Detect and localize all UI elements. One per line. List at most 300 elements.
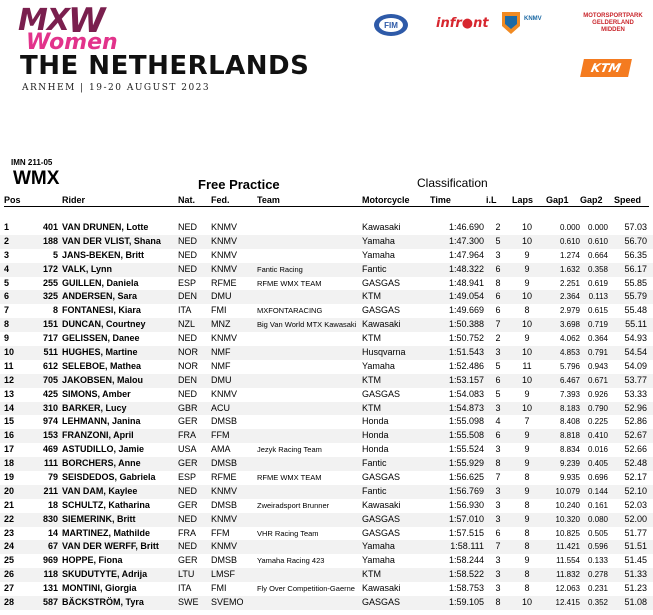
gap-first-cell: 12.063 — [555, 584, 580, 594]
mxw-women-logo: MX W Women — [18, 1, 118, 55]
results-table — [0, 221, 653, 610]
lap-time-cell: 1:50.752 — [448, 333, 484, 344]
speed-cell: 52.17 — [624, 472, 647, 483]
laps-cell: 8 — [524, 499, 530, 510]
rider-name-cell: JAKOBSEN, Malou — [62, 374, 144, 385]
nationality-cell: GER — [178, 499, 198, 510]
gap-first-cell: 0.610 — [559, 236, 580, 246]
session-type: Classification — [417, 176, 488, 190]
rider-name-cell: MARTINEZ, Mathilde — [62, 527, 150, 538]
motorcycle-cell: Fantic — [362, 263, 387, 274]
position-cell: 4 — [4, 263, 10, 274]
position-cell: 16 — [4, 430, 15, 441]
session-name: Free Practice — [198, 177, 280, 192]
position-cell: 18 — [4, 458, 15, 469]
gap-first-cell: 2.979 — [559, 306, 580, 316]
table-row — [0, 388, 653, 402]
best-lap-index-cell: 8 — [495, 277, 501, 288]
best-lap-index-cell: 7 — [495, 472, 501, 483]
rider-number-cell: 587 — [42, 597, 58, 608]
position-cell: 8 — [4, 319, 10, 330]
lap-time-cell: 1:59.105 — [448, 597, 484, 608]
laps-cell: 9 — [524, 485, 530, 496]
position-cell: 1 — [4, 222, 10, 232]
svg-text:FIM: FIM — [384, 21, 398, 30]
header-team: Team — [257, 195, 280, 205]
table-row — [0, 346, 653, 360]
gap-first-cell: 10.320 — [555, 514, 580, 524]
rider-number-cell: 974 — [42, 416, 58, 427]
header-pos: Pos — [4, 195, 21, 205]
motorcycle-cell: GASGAS — [362, 472, 401, 483]
header-divider — [4, 206, 649, 207]
laps-cell: 10 — [521, 319, 532, 330]
speed-cell: 53.77 — [624, 374, 647, 385]
table-row — [0, 568, 653, 582]
laps-cell: 7 — [524, 416, 530, 427]
best-lap-index-cell: 3 — [495, 555, 501, 566]
table-row — [0, 540, 653, 554]
gap-first-cell: 8.183 — [559, 403, 580, 413]
gap-first-cell: 7.393 — [559, 389, 580, 399]
gap-first-cell: 10.825 — [555, 528, 580, 538]
gap-previous-cell: 0.943 — [587, 361, 608, 371]
fim-logo — [371, 12, 411, 38]
speed-cell: 52.03 — [624, 499, 647, 510]
lap-time-cell: 1:53.157 — [448, 374, 484, 385]
position-cell: 11 — [4, 360, 14, 371]
rider-number-cell: 717 — [42, 333, 58, 344]
motorcycle-cell: Kawasaki — [362, 499, 401, 510]
motorcycle-cell: Fantic — [362, 458, 387, 469]
nationality-cell: DEN — [178, 291, 198, 302]
position-cell: 7 — [4, 305, 10, 316]
gap-previous-cell: 0.791 — [587, 348, 608, 358]
gap-previous-cell: 0.719 — [587, 320, 608, 330]
motorcycle-cell: GASGAS — [362, 597, 401, 608]
rider-number-cell: 401 — [42, 222, 58, 232]
motorcycle-cell: Fantic — [362, 485, 387, 496]
lap-time-cell: 1:56.625 — [448, 472, 484, 483]
best-lap-index-cell: 5 — [495, 235, 501, 246]
best-lap-index-cell: 5 — [495, 388, 501, 399]
class-name: WMX — [13, 168, 60, 189]
federation-cell: ACU — [211, 402, 231, 413]
laps-cell: 8 — [524, 305, 530, 316]
motorcycle-cell: GASGAS — [362, 527, 401, 538]
best-lap-index-cell: 3 — [495, 513, 501, 524]
rider-name-cell: GUILLEN, Daniela — [62, 277, 139, 288]
laps-cell: 10 — [521, 235, 532, 246]
best-lap-index-cell: 3 — [495, 402, 501, 413]
motorcycle-cell: Yamaha — [362, 541, 395, 552]
motorcycle-cell: KTM — [362, 402, 381, 413]
rider-number-cell: 79 — [47, 472, 58, 483]
position-cell: 13 — [4, 388, 15, 399]
best-lap-index-cell: 5 — [495, 360, 501, 371]
nationality-cell: NED — [178, 485, 198, 496]
nationality-cell: ESP — [178, 277, 197, 288]
header-nat: Nat. — [178, 195, 196, 205]
best-lap-index-cell: 6 — [495, 430, 501, 441]
gap-first-cell: 9.239 — [559, 459, 580, 469]
gap-previous-cell: 0.410 — [587, 431, 608, 441]
best-lap-index-cell: 3 — [495, 249, 501, 260]
rider-name-cell: SKUDUTYTE, Adrija — [62, 569, 148, 580]
nationality-cell: ESP — [178, 472, 197, 483]
rider-name-cell: BORCHERS, Anne — [62, 458, 141, 469]
infront-logo: infr●nt — [436, 16, 489, 31]
federation-cell: AMA — [211, 444, 231, 455]
motorcycle-cell: GASGAS — [362, 513, 401, 524]
position-cell: 14 — [4, 402, 15, 413]
lap-time-cell: 1:54.083 — [448, 388, 484, 399]
nationality-cell: GBR — [178, 402, 198, 413]
rider-number-cell: 5 — [52, 249, 58, 260]
gap-previous-cell: 0.161 — [587, 500, 608, 510]
table-row — [0, 263, 653, 277]
gap-previous-cell: 0.000 — [587, 223, 608, 232]
table-row — [0, 471, 653, 485]
lap-time-cell: 1:48.322 — [448, 263, 484, 274]
rider-name-cell: VALK, Lynn — [62, 263, 112, 274]
lap-time-cell: 1:56.930 — [448, 499, 484, 510]
motorcycle-cell: KTM — [362, 333, 381, 344]
federation-cell: MNZ — [211, 319, 231, 330]
gap-first-cell: 11.554 — [556, 556, 580, 566]
nationality-cell: NED — [178, 541, 198, 552]
rider-number-cell: 8 — [52, 305, 58, 316]
speed-cell: 54.93 — [624, 333, 647, 344]
rider-number-cell: 705 — [42, 374, 58, 385]
federation-cell: KNMV — [211, 388, 238, 399]
motorcycle-cell: Kawasaki — [362, 583, 401, 594]
table-row — [0, 290, 653, 304]
best-lap-index-cell: 6 — [495, 305, 501, 316]
lap-time-cell: 1:54.873 — [448, 402, 484, 413]
rider-name-cell: BARKER, Lucy — [62, 402, 127, 413]
position-cell: 17 — [4, 444, 15, 455]
speed-cell: 52.66 — [624, 444, 647, 455]
federation-cell: DMSB — [211, 416, 238, 427]
laps-cell: 9 — [524, 263, 530, 274]
team-name-cell: RFME WMX TEAM — [257, 278, 322, 288]
motorcycle-cell: KTM — [362, 291, 381, 302]
table-row — [0, 499, 653, 513]
laps-cell: 10 — [521, 597, 532, 608]
speed-cell: 55.79 — [624, 291, 647, 302]
gap-first-cell: 10.240 — [555, 500, 580, 510]
gap-previous-cell: 0.080 — [587, 514, 608, 524]
lap-time-cell: 1:57.515 — [448, 527, 484, 538]
laps-cell: 11 — [522, 360, 532, 371]
motorcycle-cell: Yamaha — [362, 360, 395, 371]
laps-cell: 8 — [524, 541, 530, 552]
rider-number-cell: 425 — [42, 388, 58, 399]
motorcycle-cell: Husqvarna — [362, 347, 406, 358]
rider-name-cell: SCHULTZ, Katharina — [62, 499, 150, 510]
best-lap-index-cell: 3 — [495, 583, 501, 594]
team-name-cell: Big Van World MTX Kawasaki — [257, 320, 357, 330]
federation-cell: DMU — [211, 291, 232, 302]
laps-cell: 9 — [524, 430, 530, 441]
gap-first-cell: 11.421 — [556, 542, 580, 552]
best-lap-index-cell: 3 — [495, 499, 501, 510]
federation-cell: NMF — [211, 347, 231, 358]
table-row — [0, 374, 653, 388]
best-lap-index-cell: 7 — [495, 319, 501, 330]
gap-previous-cell: 0.113 — [588, 292, 608, 302]
speed-cell: 54.09 — [624, 360, 647, 371]
laps-cell: 8 — [524, 527, 530, 538]
nationality-cell: NED — [178, 263, 198, 274]
rider-name-cell: GELISSEN, Danee — [62, 333, 140, 344]
laps-cell: 10 — [521, 374, 532, 385]
laps-cell: 10 — [521, 222, 532, 232]
position-cell: 28 — [4, 597, 15, 608]
position-cell: 21 — [4, 499, 15, 510]
knmv-text: KNMV — [524, 16, 542, 22]
table-row — [0, 318, 653, 332]
best-lap-index-cell: 2 — [495, 222, 501, 232]
table-row — [0, 332, 653, 346]
federation-cell: RFME — [211, 277, 237, 288]
laps-cell: 9 — [524, 555, 530, 566]
position-cell: 6 — [4, 291, 10, 302]
gap-first-cell: 6.467 — [559, 375, 580, 385]
table-row — [0, 221, 653, 235]
nationality-cell: ITA — [178, 305, 192, 316]
rider-number-cell: 111 — [43, 458, 58, 469]
laps-cell: 9 — [524, 333, 530, 344]
best-lap-index-cell: 3 — [495, 485, 501, 496]
position-cell: 12 — [4, 374, 15, 385]
best-lap-index-cell: 8 — [495, 597, 501, 608]
position-cell: 15 — [4, 416, 15, 427]
lap-time-cell: 1:52.486 — [448, 360, 484, 371]
nationality-cell: NZL — [178, 319, 196, 330]
rider-name-cell: FONTANESI, Kiara — [62, 305, 141, 316]
position-cell: 26 — [4, 569, 15, 580]
rider-number-cell: 211 — [43, 485, 58, 496]
speed-cell: 51.45 — [624, 555, 647, 566]
motorsportpark-logo: MOTORSPORTPARK GELDERLAND MIDDEN — [583, 13, 643, 33]
nationality-cell: NOR — [178, 360, 198, 371]
federation-cell: KNMV — [211, 513, 238, 524]
position-cell: 10 — [4, 347, 15, 358]
session-code: IMN 211-05 — [11, 158, 53, 167]
nationality-cell: NED — [178, 222, 198, 232]
team-name-cell: MXFONTARACING — [257, 306, 323, 316]
gap-previous-cell: 0.405 — [587, 459, 608, 469]
federation-cell: KNMV — [211, 222, 238, 232]
gap-first-cell: 10.079 — [555, 486, 580, 496]
rider-number-cell: 612 — [42, 360, 58, 371]
rider-name-cell: SEISDEDOS, Gabriela — [62, 472, 156, 483]
gap-first-cell: 1.274 — [559, 250, 580, 260]
speed-cell: 51.77 — [624, 527, 647, 538]
lap-time-cell: 1:55.098 — [448, 416, 484, 427]
motorcycle-cell: Honda — [362, 444, 389, 455]
table-row — [0, 429, 653, 443]
lap-time-cell: 1:49.669 — [448, 305, 484, 316]
rider-number-cell: 830 — [42, 513, 58, 524]
gap-previous-cell: 0.231 — [587, 584, 608, 594]
nationality-cell: NED — [178, 513, 198, 524]
speed-cell: 56.17 — [624, 263, 647, 274]
federation-cell: KNMV — [211, 485, 238, 496]
position-cell: 3 — [4, 249, 10, 260]
gap-first-cell: 12.415 — [555, 598, 580, 608]
team-name-cell: Fantic Racing — [257, 264, 303, 274]
federation-cell: KNMV — [211, 333, 238, 344]
rider-name-cell: VAN DRUNEN, Lotte — [62, 222, 149, 232]
table-row — [0, 443, 653, 457]
rider-name-cell: SELEBOE, Mathea — [62, 360, 142, 371]
table-row — [0, 249, 653, 263]
rider-number-cell: 511 — [43, 347, 58, 358]
gap-previous-cell: 0.225 — [587, 417, 608, 427]
gap-first-cell: 8.834 — [559, 445, 580, 455]
lap-time-cell: 1:55.929 — [448, 458, 484, 469]
nationality-cell: GER — [178, 416, 198, 427]
best-lap-index-cell: 3 — [495, 444, 501, 455]
laps-cell: 9 — [524, 388, 530, 399]
gap-previous-cell: 0.615 — [587, 306, 608, 316]
gap-previous-cell: 0.790 — [587, 403, 608, 413]
nationality-cell: NOR — [178, 347, 198, 358]
speed-cell: 52.00 — [624, 513, 647, 524]
speed-cell: 52.86 — [624, 416, 647, 427]
rider-name-cell: ANDERSEN, Sara — [62, 291, 138, 302]
lap-time-cell: 1:58.522 — [448, 569, 484, 580]
table-row — [0, 554, 653, 568]
table-row — [0, 596, 653, 610]
nationality-cell: ITA — [178, 583, 192, 594]
nationality-cell: GER — [178, 555, 198, 566]
rider-number-cell: 325 — [42, 291, 58, 302]
federation-cell: RFME — [211, 472, 237, 483]
federation-cell: FMI — [211, 305, 227, 316]
lap-time-cell: 1:51.543 — [448, 347, 484, 358]
nationality-cell: GER — [178, 458, 198, 469]
best-lap-index-cell: 6 — [495, 527, 501, 538]
ktm-logo: KTM — [580, 59, 632, 77]
gap-previous-cell: 0.926 — [587, 389, 608, 399]
position-cell: 24 — [4, 541, 15, 552]
best-lap-index-cell: 7 — [495, 541, 501, 552]
rider-number-cell: 255 — [42, 277, 58, 288]
gap-previous-cell: 0.278 — [587, 570, 608, 580]
table-row — [0, 582, 653, 596]
header-rider: Rider — [62, 195, 86, 205]
lap-time-cell: 1:50.388 — [448, 319, 484, 330]
laps-cell: 9 — [524, 249, 530, 260]
best-lap-index-cell: 6 — [495, 263, 501, 274]
speed-cell: 52.10 — [624, 485, 647, 496]
laps-cell: 9 — [524, 444, 530, 455]
rider-name-cell: FRANZONI, April — [62, 430, 134, 441]
rider-name-cell: SIEMERINK, Britt — [62, 513, 136, 524]
gap-first-cell: 2.364 — [559, 292, 580, 302]
federation-cell: FFM — [211, 527, 230, 538]
nationality-cell: NED — [178, 388, 198, 399]
best-lap-index-cell: 4 — [495, 416, 501, 427]
gap-previous-cell: 0.610 — [587, 236, 608, 246]
lap-time-cell: 1:58.244 — [448, 555, 484, 566]
nationality-cell: FRA — [178, 527, 196, 538]
lap-time-cell: 1:48.941 — [448, 277, 484, 288]
rider-number-cell: 18 — [47, 499, 58, 510]
team-name-cell: RFME WMX TEAM — [257, 473, 322, 483]
federation-cell: FMI — [211, 583, 227, 594]
table-row — [0, 513, 653, 527]
laps-cell: 9 — [524, 458, 530, 469]
gap-previous-cell: 0.664 — [587, 250, 608, 260]
federation-cell: DMU — [211, 374, 232, 385]
best-lap-index-cell: 6 — [495, 291, 501, 302]
rider-name-cell: VAN DER WERFF, Britt — [62, 541, 159, 552]
federation-cell: DMSB — [211, 499, 238, 510]
nationality-cell: SWE — [178, 597, 199, 608]
position-cell: 27 — [4, 583, 15, 594]
gap-first-cell: 4.853 — [559, 348, 580, 358]
header-il: i.L — [486, 195, 497, 205]
gap-first-cell: 8.408 — [559, 417, 580, 427]
position-cell: 25 — [4, 555, 15, 566]
nationality-cell: NED — [178, 249, 198, 260]
rider-number-cell: 188 — [42, 235, 58, 246]
speed-cell: 57.03 — [624, 222, 647, 232]
motorcycle-cell: Kawasaki — [362, 319, 401, 330]
nationality-cell: LTU — [178, 569, 195, 580]
gap-previous-cell: 0.133 — [587, 556, 608, 566]
laps-cell: 8 — [524, 583, 530, 594]
lap-time-cell: 1:55.524 — [448, 444, 484, 455]
laps-cell: 8 — [524, 472, 530, 483]
speed-cell: 55.11 — [625, 319, 647, 330]
team-name-cell: Fly Over Competition-Gaerne — [257, 584, 355, 594]
header-gap1: Gap1 — [546, 195, 569, 205]
federation-cell: KNMV — [211, 541, 238, 552]
nationality-cell: USA — [178, 444, 197, 455]
position-cell: 19 — [4, 472, 15, 483]
speed-cell: 51.23 — [624, 583, 647, 594]
laps-cell: 8 — [524, 569, 530, 580]
team-name-cell: VHR Racing Team — [257, 528, 319, 538]
gap-previous-cell: 0.505 — [587, 528, 608, 538]
gap-previous-cell: 0.352 — [587, 598, 608, 608]
lap-time-cell: 1:57.010 — [448, 513, 484, 524]
rider-name-cell: HUGHES, Martine — [62, 347, 138, 358]
event-subtitle: ARNHEM | 19-20 AUGUST 2023 — [22, 83, 211, 93]
table-row — [0, 304, 653, 318]
lap-time-cell: 1:58.753 — [448, 583, 484, 594]
rider-name-cell: VAN DER VLIST, Shana — [62, 235, 161, 246]
laps-cell: 10 — [521, 347, 532, 358]
laps-cell: 9 — [524, 277, 530, 288]
header-gap2: Gap2 — [580, 195, 603, 205]
rider-name-cell: VAN DAM, Kaylee — [62, 485, 138, 496]
header-fed: Fed. — [211, 195, 230, 205]
gap-first-cell: 4.062 — [559, 334, 580, 344]
rider-name-cell: MONTINI, Giorgia — [62, 583, 137, 594]
motorcycle-cell: Yamaha — [362, 555, 395, 566]
table-row — [0, 415, 653, 429]
speed-cell: 56.35 — [624, 249, 647, 260]
header-time: Time — [430, 195, 451, 205]
speed-cell: 51.08 — [624, 597, 647, 608]
